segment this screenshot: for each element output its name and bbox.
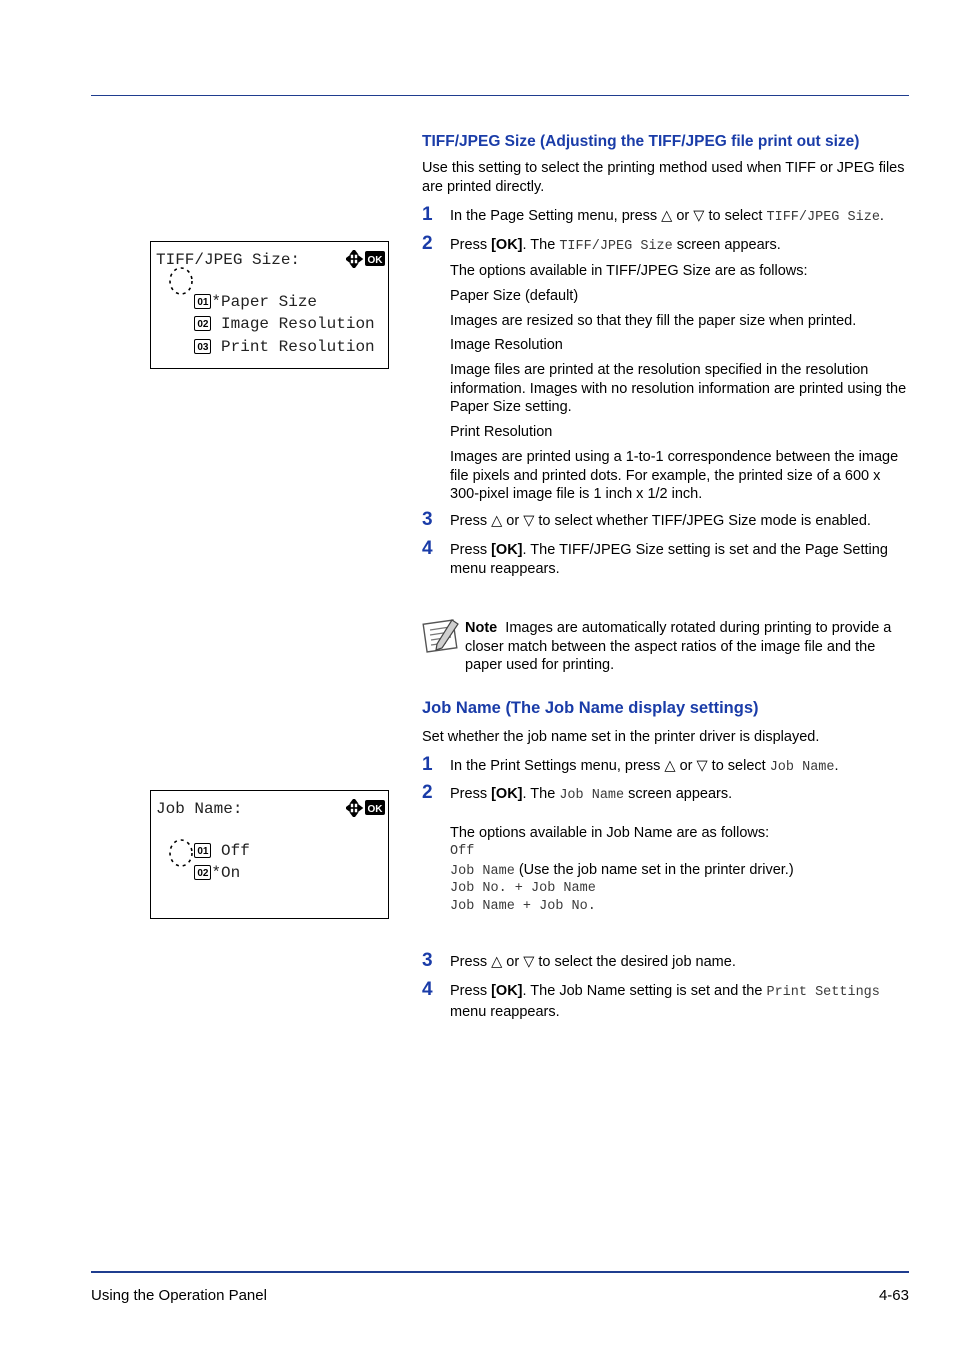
step-text-part: . The xyxy=(522,786,560,802)
step-number: 4 xyxy=(422,538,433,559)
option-number-badge: 01 xyxy=(194,843,211,858)
svg-text:OK: OK xyxy=(367,804,383,815)
note-icon xyxy=(422,618,460,654)
step-text-part: Press xyxy=(450,542,492,558)
lcd-title: TIFF/JPEG Size: xyxy=(156,251,301,269)
option-title: Paper Size (default) xyxy=(450,288,579,304)
step-text xyxy=(450,541,912,578)
step-text-part: Press xyxy=(450,786,492,802)
step-text xyxy=(450,982,912,1021)
step-text-part: . The xyxy=(522,237,560,253)
step-number: 3 xyxy=(422,509,433,530)
section-heading-job-name: Job Name (The Job Name display settings) xyxy=(422,699,759,717)
selected-marker: * xyxy=(211,864,222,882)
note-body: Images are automatically rotated during printing to provide a closer match between the aspect ratios of the image file and the paper used for printing. xyxy=(465,620,892,673)
step-text-part: screen appears. xyxy=(672,237,781,253)
step-number: 1 xyxy=(422,754,433,775)
options-intro: The options available in TIFF/JPEG Size are as follows: xyxy=(450,263,808,279)
step-number: 2 xyxy=(422,782,433,803)
navigation-ok-icon xyxy=(346,799,386,817)
option-number-badge: 02 xyxy=(194,865,211,880)
footer-chapter-title: Using the Operation Panel xyxy=(91,1287,267,1304)
step-number: 1 xyxy=(422,204,433,225)
lcd-option-label: Image Resolution xyxy=(221,315,375,333)
selected-marker xyxy=(211,338,221,356)
step-text xyxy=(450,757,839,778)
option-line xyxy=(450,861,794,882)
option-description: (Use the job name set in the printer driver.) xyxy=(514,862,794,878)
section-intro-tiff: Use this setting to select the printing method used when TIFF or JPEG files are printed directly. xyxy=(422,160,905,195)
option-description: Images are printed using a 1-to-1 correspondence between the image file pixels and printed dots. For example, the printed size of a 600 x 300-pixel image file is 1 inch x 1/2 inch. xyxy=(450,449,899,502)
option-code: Off xyxy=(450,844,475,859)
cursor-highlight-icon xyxy=(168,838,194,868)
menu-code: TIFF/JPEG Size xyxy=(766,210,880,225)
svg-text:OK: OK xyxy=(367,255,383,266)
step-text-part: . The Job Name setting is set and the xyxy=(522,983,767,999)
step-number: 3 xyxy=(422,950,433,971)
step-text-part: In the Page Setting menu, press △ or ▽ to select xyxy=(450,208,767,224)
lcd-option-label: Off xyxy=(221,842,250,860)
lcd-option-label: On xyxy=(221,864,241,882)
lcd-option-label: Paper Size xyxy=(221,293,318,311)
ok-key-label: [OK] xyxy=(491,983,523,999)
option-description: Image files are printed at the resolution specified in the resolution information. Images with no resolution information are printed using the Paper Size setting. xyxy=(450,362,907,415)
ok-key-label: [OK] xyxy=(491,786,523,802)
step-text-part: screen appears. xyxy=(624,786,733,802)
ok-key-label: [OK] xyxy=(491,237,523,253)
option-code: Job Name xyxy=(450,864,515,879)
option-number-badge: 01 xyxy=(194,294,211,309)
option-description: Images are resized so that they fill the paper size when printed. xyxy=(450,313,857,329)
option-number-badge: 03 xyxy=(194,339,211,354)
step-text-part: Press xyxy=(450,237,492,253)
option-code: Job No. + Job Name xyxy=(450,881,596,896)
step-text-part: In the Print Settings menu, press △ or ▽ to select xyxy=(450,758,770,774)
step-text-part: . xyxy=(834,758,839,774)
step-number: 4 xyxy=(422,979,433,1000)
selected-marker: * xyxy=(211,293,222,311)
header-rule xyxy=(91,95,909,96)
note-label: Note xyxy=(465,620,498,636)
step-text-part: menu reappears. xyxy=(450,1003,560,1020)
menu-code: TIFF/JPEG Size xyxy=(559,239,673,254)
section-intro-job-name: Set whether the job name set in the printer driver is displayed. xyxy=(422,729,820,745)
navigation-ok-icon xyxy=(346,250,386,268)
menu-code: Job Name xyxy=(769,760,835,775)
option-code: Job Name + Job No. xyxy=(450,899,596,914)
step-text-part: . The TIFF/JPEG Size setting is set and the Page Setting menu reappears. xyxy=(450,542,888,577)
option-title: Print Resolution xyxy=(450,424,553,440)
section-heading-tiff: TIFF/JPEG Size (Adjusting the TIFF/JPEG file print out size) xyxy=(422,133,860,150)
menu-code: Job Name xyxy=(559,788,625,803)
option-number-badge: 02 xyxy=(194,316,211,331)
ok-key-label: [OK] xyxy=(491,542,523,558)
step-text xyxy=(450,236,915,257)
lcd-screen-job-name xyxy=(150,790,389,919)
option-title: Image Resolution xyxy=(450,337,563,353)
page-number: 4-63 xyxy=(878,1287,909,1304)
lcd-screen-tiff-jpeg-size xyxy=(150,241,389,369)
lcd-title: Job Name: xyxy=(156,800,243,818)
lcd-option-row xyxy=(156,317,375,377)
cursor-highlight-icon xyxy=(168,266,194,296)
step-text: Press △ or ▽ to select whether TIFF/JPEG Size mode is enabled. xyxy=(450,513,871,529)
footer-rule xyxy=(91,1271,909,1273)
step-number: 2 xyxy=(422,233,433,254)
lcd-option-label: Print Resolution xyxy=(221,338,375,356)
step-text: Press △ or ▽ to select the desired job name. xyxy=(450,954,736,970)
step-text-part: . xyxy=(879,208,884,224)
step-text-part: Press xyxy=(450,983,492,999)
note-text xyxy=(465,619,910,675)
menu-code: Print Settings xyxy=(766,985,880,1000)
step-text xyxy=(450,785,732,806)
options-intro: The options available in Job Name are as follows: xyxy=(450,825,770,841)
step-text xyxy=(450,207,915,228)
